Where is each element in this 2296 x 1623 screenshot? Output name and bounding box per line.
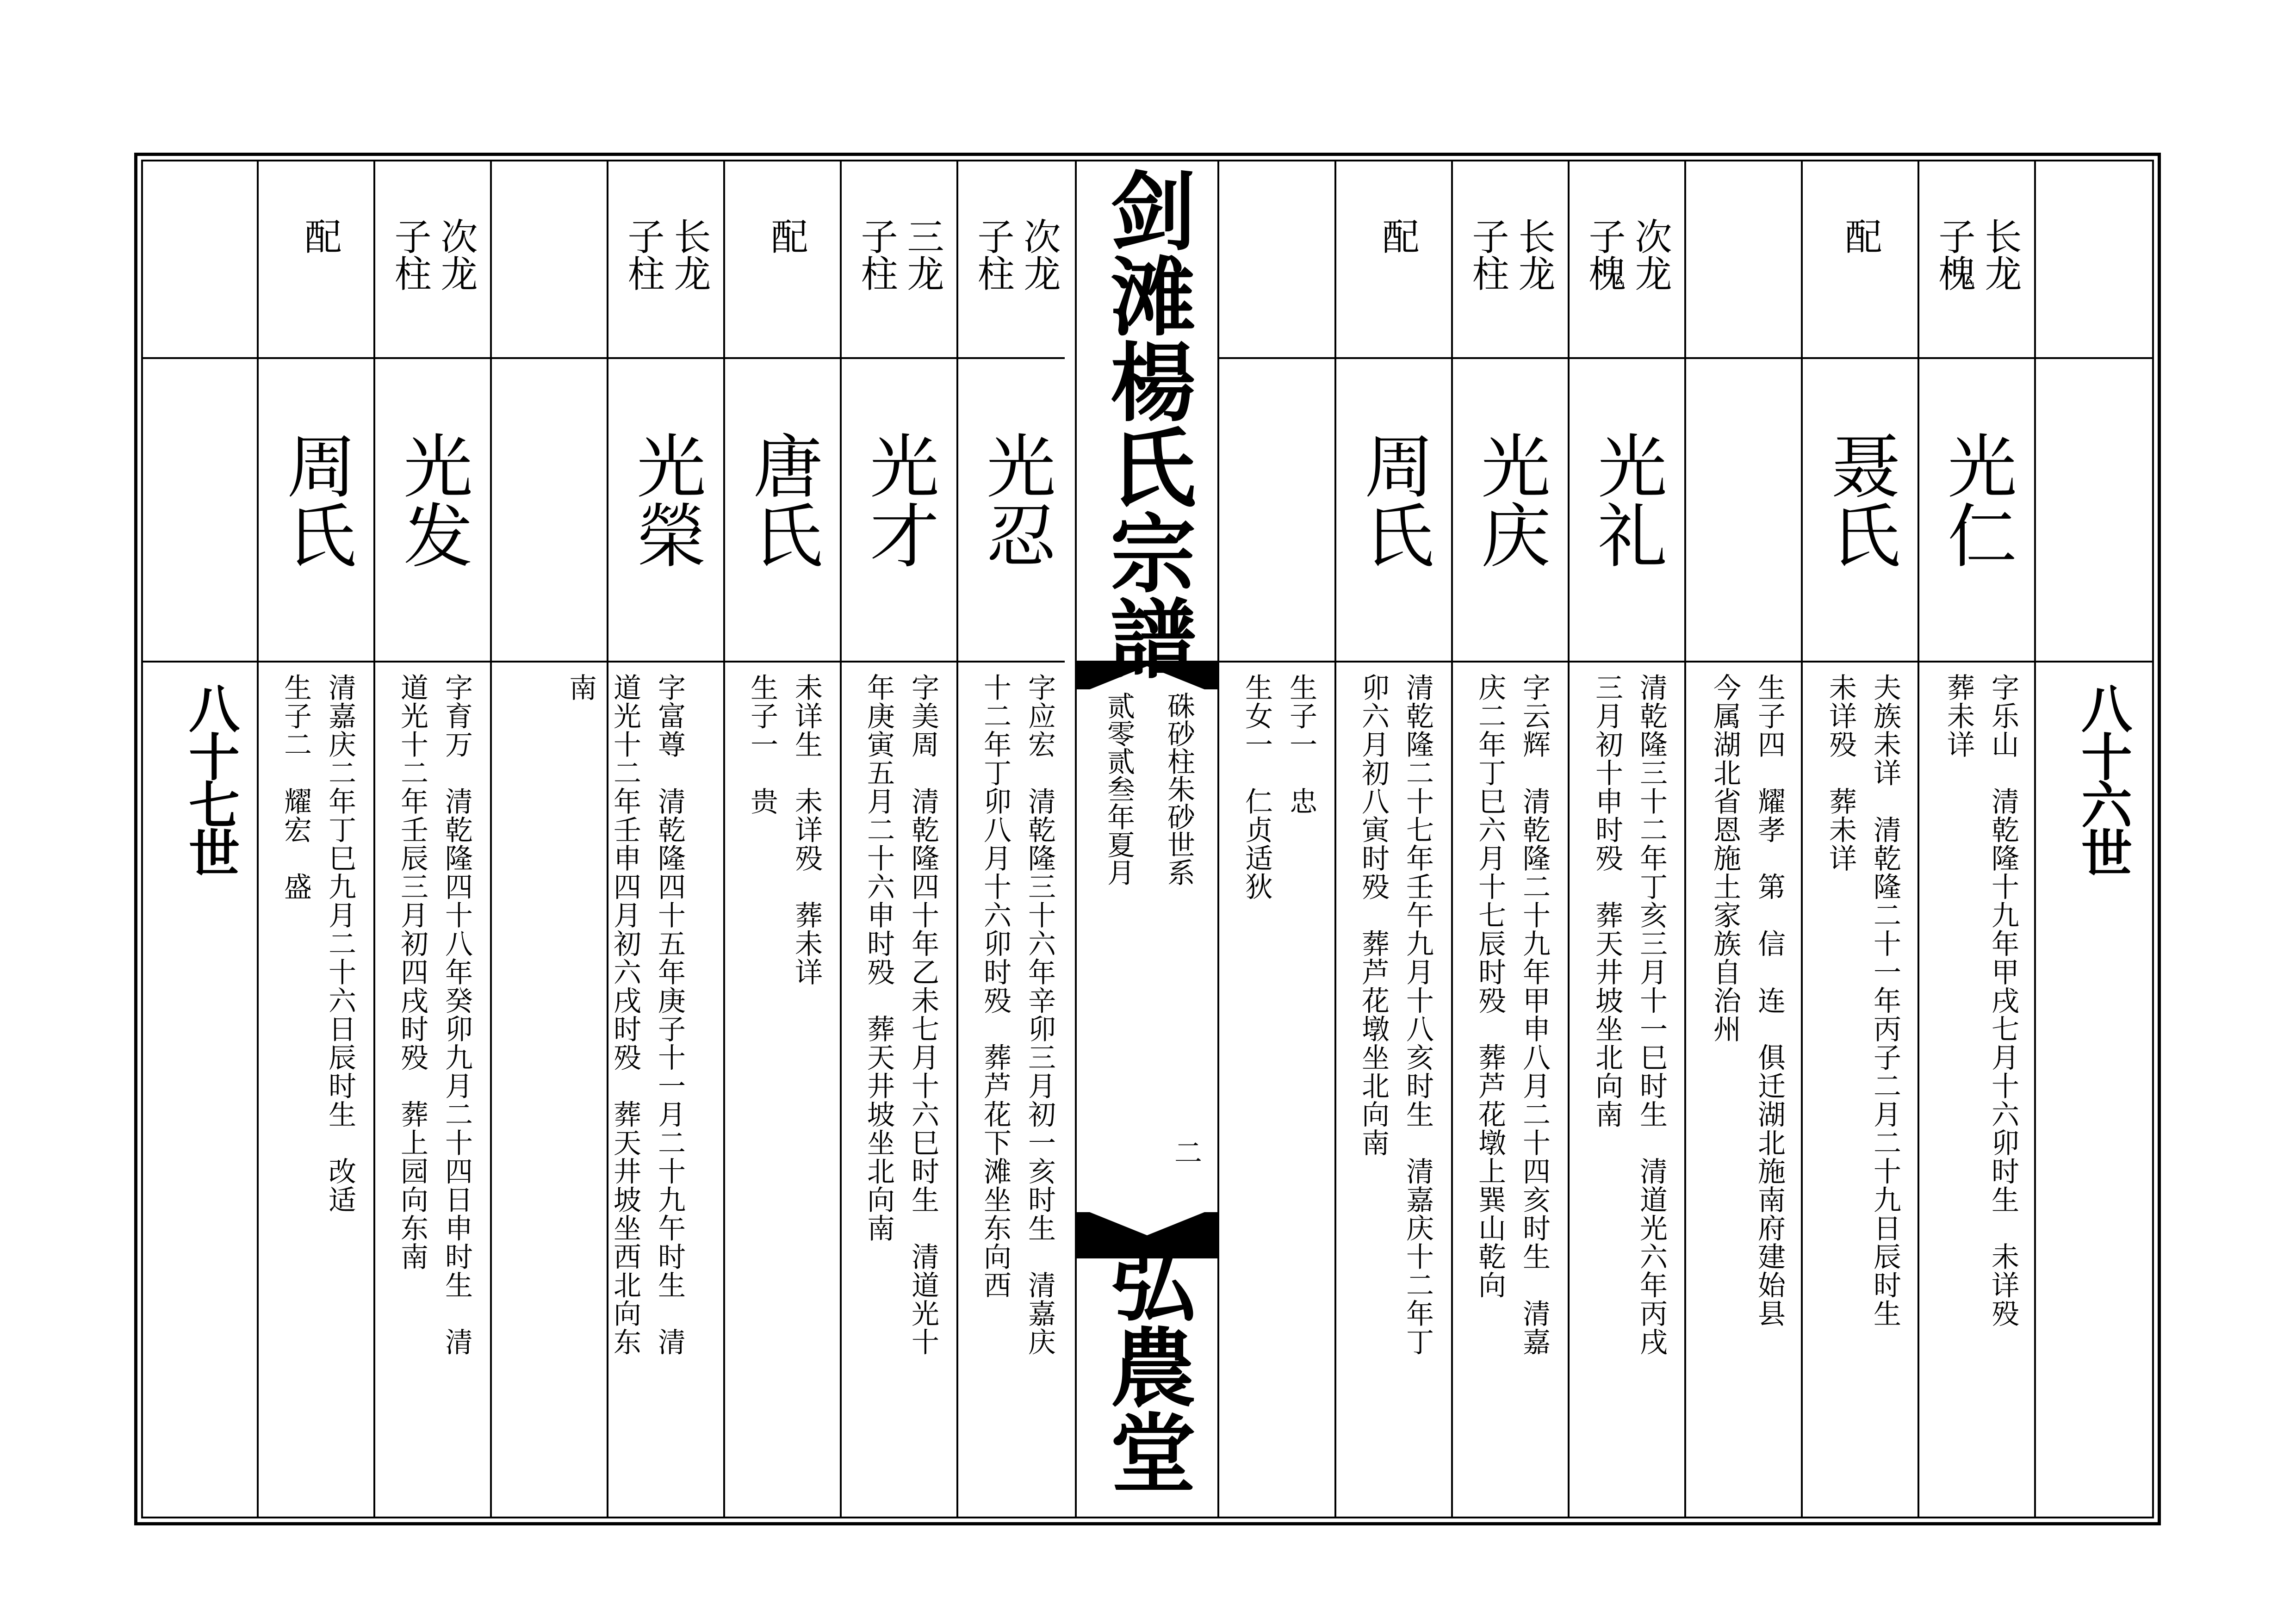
column-divider (257, 160, 259, 1518)
relation-row-divider-right (1219, 357, 2154, 359)
relation-label: 长龙 子柱 (1466, 217, 1555, 291)
relation-label: 次龙 子柱 (388, 217, 478, 291)
member-name: 光仁 (1936, 430, 2016, 569)
member-name: 周氏 (275, 430, 355, 569)
relation-label: 配 (1376, 217, 1419, 254)
relation-label: 配 (298, 217, 341, 254)
column-divider (1684, 160, 1686, 1518)
relation-label: 配 (1839, 217, 1882, 254)
member-name: 周氏 (1353, 430, 1433, 569)
compile-date: 贰零贰叁年夏月 (1103, 692, 1135, 886)
column-divider (1917, 160, 1919, 1518)
relation-label: 次龙 子槐 (1582, 217, 1672, 291)
generation-label-right: 八十六世 (2073, 682, 2133, 875)
column-divider (2034, 160, 2036, 1518)
column-divider (1451, 160, 1453, 1518)
member-bio: 生子一 忠 生女一 仁贞适狄 (1241, 673, 1317, 901)
member-bio: 字育万 清乾隆四十八年癸卯九月二十四日申时生 清 道光十二年壬辰三月初四戌时殁 葬上园向东南 (396, 673, 473, 1356)
relation-label: 配 (765, 217, 808, 254)
member-bio: 字云辉 清乾隆二十九年甲申八月二十四亥时生 清嘉 庆二年丁巳六月十七辰时殁 葬芦花墩上巽山乾向 (1474, 673, 1551, 1356)
column-divider (1334, 160, 1336, 1518)
member-name: 光忍 (974, 430, 1055, 569)
relation-label: 长龙 子柱 (621, 217, 711, 291)
member-bio: 未详生 未详殁 葬未详 生子一 贵 (746, 673, 823, 986)
member-bio: 字美周 清乾隆四十年乙未七月十六巳时生 清道光十 年庚寅五月二十六申时殁 葬天井坡坐北向南 (863, 673, 939, 1356)
member-bio: 字应宏 清乾隆三十六年辛卯三月初一亥时生 清嘉庆 十二年丁卯八月十六卯时殁 葬芦花下滩坐东向西 (979, 673, 1056, 1356)
name-row-divider-right (1219, 661, 2154, 663)
member-bio: 字富尊 清乾隆四十五年庚子十一月二十九午时生 清 道光十二年壬申四月初六戌时殁 葬天井坡坐西北向东 南 (565, 673, 686, 1356)
hall-name: 弘農堂 (1096, 1238, 1197, 1494)
member-bio: 清乾隆三十二年丁亥三月十一巳时生 清道光六年丙戌 三月初十申时殁 葬天井坡坐北向南 (1591, 673, 1668, 1356)
column-divider (373, 160, 375, 1518)
column-divider (840, 160, 842, 1518)
member-bio: 清嘉庆二年丁巳九月二十六日辰时生 改适 生子二 耀宏 盛 (279, 673, 356, 1214)
member-name: 光发 (391, 430, 472, 569)
member-bio: 夫族未详 清乾隆二十一年丙子二月二十九日辰时生 未详殁 葬未详 (1824, 673, 1901, 1328)
column-divider (723, 160, 725, 1518)
relation-label: 三龙 子柱 (855, 217, 944, 291)
member-name: 唐氏 (741, 430, 822, 569)
member-name: 光才 (858, 430, 938, 569)
column-divider (490, 160, 492, 1518)
member-bio: 清乾隆二十七年壬午九月十八亥时生 清嘉庆十二年丁 卯六月初八寅时殁 葬芦花墩坐北向南 (1357, 673, 1434, 1356)
member-name: 光榮 (625, 430, 705, 569)
relation-row-divider-left (141, 357, 1065, 359)
column-divider (1801, 160, 1803, 1518)
member-bio: 生子四 耀孝 第 信 连 俱迁湖北施南府建始县 今属湖北省恩施土家族自治州 (1709, 673, 1786, 1328)
member-name: 光庆 (1469, 430, 1550, 569)
book-title: 剑滩楊氏宗譜 (1096, 167, 1197, 680)
member-name: 聂氏 (1819, 430, 1899, 569)
generation-label-left: 八十七世 (180, 682, 240, 875)
column-divider (956, 160, 958, 1518)
member-bio: 字乐山 清乾隆十九年甲戌七月十六卯时生 未详殁 葬未详 (1942, 673, 2019, 1328)
column-divider (1568, 160, 1570, 1518)
member-name: 光礼 (1586, 430, 1666, 569)
name-row-divider-left (141, 661, 1065, 663)
page-number: 二 (1170, 1138, 1202, 1166)
branch-label: 硃砂柱朱砂世系 (1163, 692, 1195, 886)
relation-label: 长龙 子槐 (1932, 217, 2022, 291)
relation-label: 次龙 子柱 (971, 217, 1061, 291)
